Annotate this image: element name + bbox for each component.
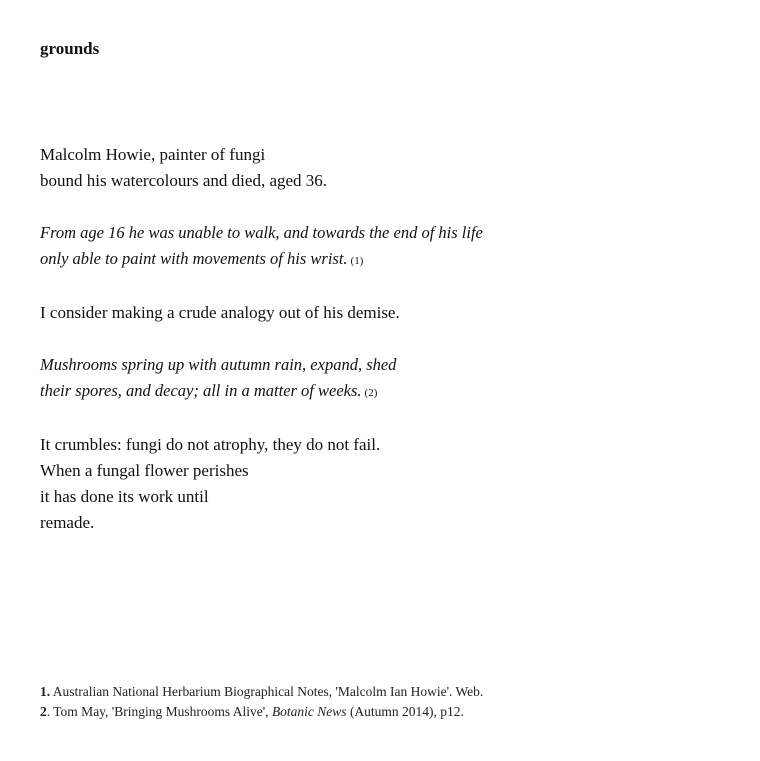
footnote-publication-title: Botanic News — [271, 704, 347, 719]
stanza-4-quote — [40, 352, 720, 406]
document-page — [40, 0, 740, 761]
stanza-5 — [40, 432, 720, 536]
footnote-reference-2: (2) — [364, 387, 378, 399]
footnote-reference-1: (1) — [350, 255, 364, 267]
stanza-2-quote — [40, 220, 720, 274]
footnote-text: (Autumn 2014), p12. — [346, 704, 464, 719]
quote-line: Mushrooms spring up with autumn rain, expand, shed — [40, 355, 397, 374]
footnotes — [40, 682, 720, 722]
footnote-2 — [40, 702, 720, 722]
quote-line: From age 16 he was unable to walk, and towards the end of his life — [40, 223, 483, 242]
poem-line: Malcolm Howie, painter of fungi — [40, 145, 266, 164]
footnote-text: Australian National Herbarium Biographical Notes, 'Malcolm Ian Howie'. Web. — [52, 684, 484, 699]
poem-line: It crumbles: fungi do not atrophy, they do not fail. — [40, 435, 381, 454]
footnote-number: 2 — [40, 704, 47, 719]
poem-line: When a fungal flower perishes — [40, 461, 249, 480]
quote-line — [40, 378, 720, 406]
poem-line: I consider making a crude analogy out of his demise. — [40, 303, 400, 322]
footnote-number: 1. — [40, 684, 51, 699]
quote-line — [40, 246, 720, 274]
stanza-1 — [40, 142, 720, 194]
footnote-1 — [40, 682, 720, 702]
poem-body — [40, 142, 720, 562]
poem-line: it has done its work until — [40, 487, 209, 506]
quote-line-text: their spores, and decay; all in a matter of weeks. — [40, 381, 362, 400]
poem-line: remade. — [40, 513, 95, 532]
footnote-text: . Tom May, 'Bringing Mushrooms Alive', — [46, 704, 272, 719]
poem-line: bound his watercolours and died, aged 36. — [40, 171, 328, 190]
quote-line-text: only able to paint with movements of his wrist. — [40, 249, 348, 268]
poem-title: grounds — [40, 39, 100, 58]
stanza-3 — [40, 300, 720, 326]
